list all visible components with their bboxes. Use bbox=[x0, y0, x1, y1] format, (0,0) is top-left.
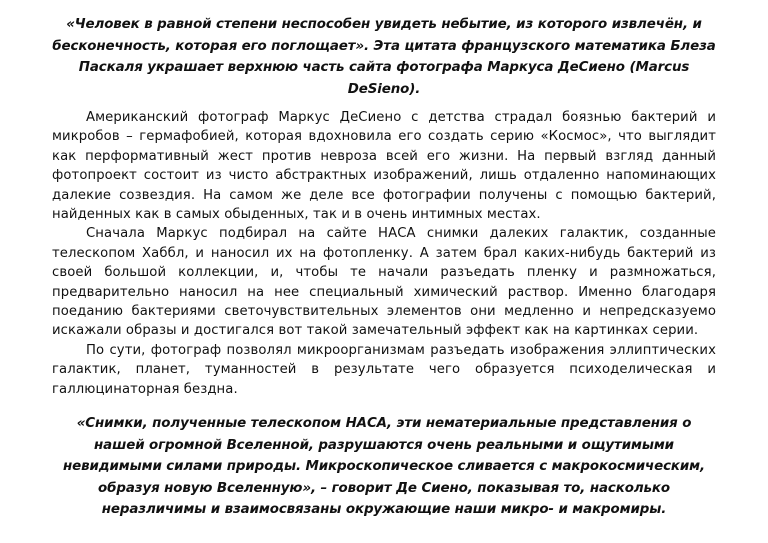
body-paragraph-3: По сути, фотограф позволял микроорганизмам разъедать изображения эллиптических галактик, планет, туманностей в результате чего образуется психоделическая и галлюцинаторная бездна. bbox=[52, 342, 716, 397]
body-paragraph-1: Американский фотограф Маркус ДеСиено с детства страдал боязнью бактерий и микробов – гермафобией, которая вдохновила его создать серию «Космос», что выглядит как перформативный жест против невроза всей его жизни. На первый взгляд данный фотопроект состоит из чисто абстрактных изображений, лишь отдаленно напоминающих далекие созвездия. На самом же деле все фотографии получены с помощью бактерий, найденных как в самых обыденных, так и в очень интимных местах. bbox=[52, 110, 716, 223]
document-page bbox=[52, 14, 716, 521]
closing-quote: «Снимки, полученные телескопом НАСА, эти нематериальные представления о нашей огромной Вселенной, разрушаются очень реальными и ощутимыми невидимыми силами природы. Микроскопическое сливается с макрокосмическим, образуя новую Вселенную», – говорит Де Сиено, показывая то, насколько неразличимы и взаимосвязаны окружающие наши микро- и макромиры. bbox=[62, 416, 706, 518]
epigraph-quote: «Человек в равной степени неспособен увидеть небытие, из которого извлечён, и бесконечность, которая его поглощает». Эта цитата французского математика Блеза Паскаля украшает верхнюю часть сайта фотографа Маркуса ДеСиено (Marcus DeSieno). bbox=[52, 17, 716, 97]
body-paragraph-2: Сначала Маркус подбирал на сайте НАСА снимки далеких галактик, созданные телескопом Хаббл, и наносил их на фотопленку. А затем брал каких-нибудь бактерий из своей большой коллекции, и, чтобы те начали разъедать пленку и размножаться, предварительно наносил на нее специальный химический раствор. Именно благодаря поеданию бактериями светочувствительных элементов они медленно и непредсказуемо искажали образы и достигался вот такой замечательный эффект как на картинках серии. bbox=[52, 226, 716, 339]
